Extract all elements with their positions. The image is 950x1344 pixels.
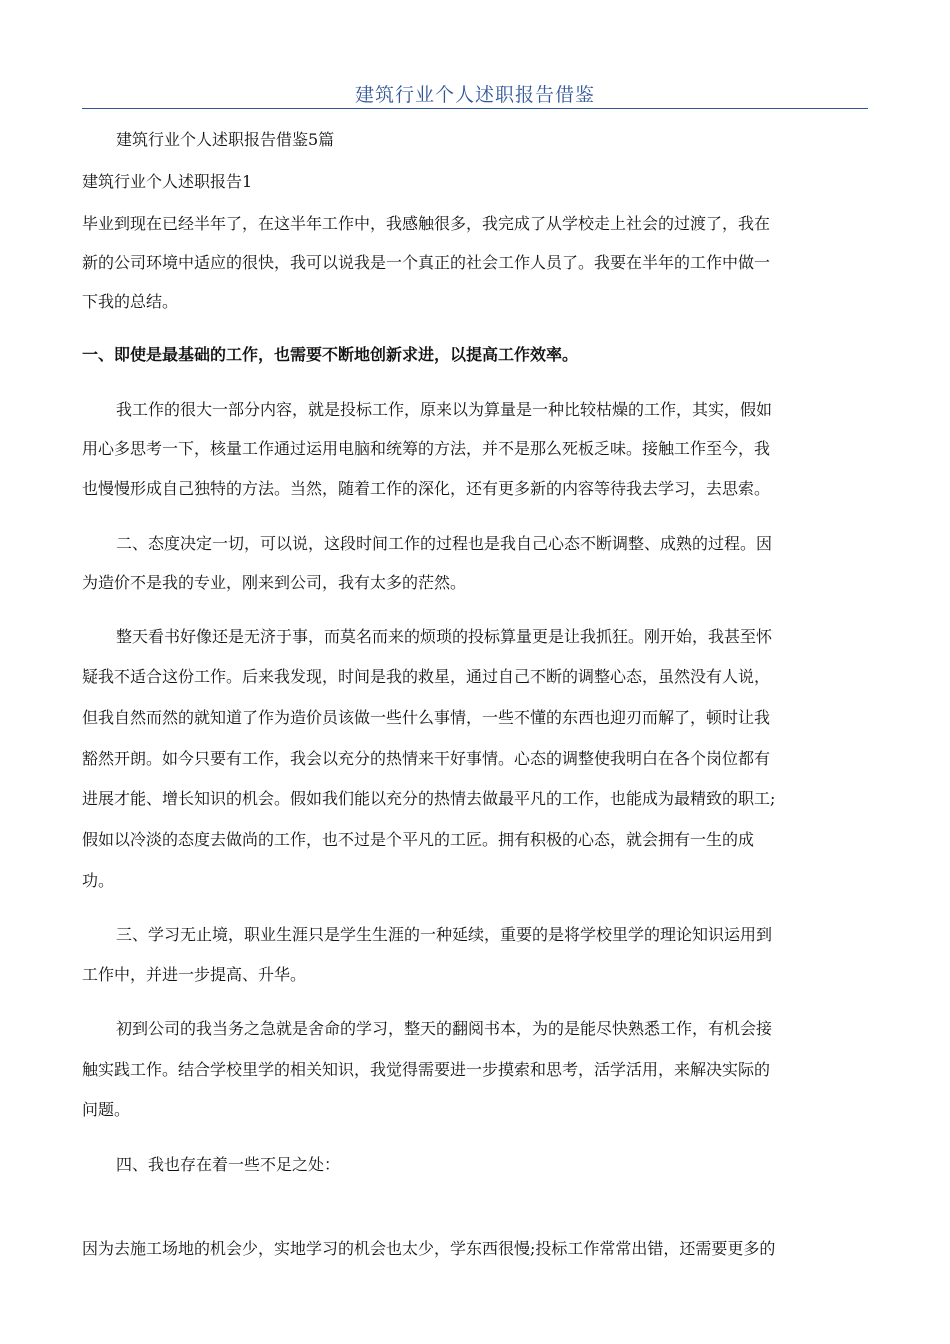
paragraph-line: 为造价不是我的专业，刚来到公司，我有太多的茫然。 [82, 573, 467, 592]
paragraph-line: 初到公司的我当务之急就是舍命的学习，整天的翻阅书本，为的是能尽快熟悉工作，有机会接 [116, 1019, 773, 1038]
paragraph-line: 工作中，并进一步提高、升华。 [82, 965, 307, 984]
paragraph-line: 因为去施工场地的机会少，实地学习的机会也太少，学东西很慢;投标工作常常出错，还需要更多的 [82, 1239, 776, 1258]
paragraph-line: 疑我不适合这份工作。后来我发现，时间是我的救星，通过自己不断的调整心态，虽然没有人说， [82, 667, 771, 686]
section-heading-1: 一、即使是最基础的工作，也需要不断地创新求进，以提高工作效率。 [82, 345, 579, 364]
paragraph-line: 也慢慢形成自己独特的方法。当然，随着工作的深化，还有更多新的内容等待我去学习，去思索。 [82, 479, 771, 498]
section-heading-4: 四、我也存在着一些不足之处： [116, 1155, 341, 1174]
paragraph-line: 毕业到现在已经半年了，在这半年工作中，我感触很多，我完成了从学校走上社会的过渡了，我在 [82, 214, 771, 233]
paragraph-line: 二、态度决定一切，可以说，这段时间工作的过程也是我自己心态不断调整、成熟的过程。因 [116, 534, 773, 553]
paragraph-line: 下我的总结。 [82, 292, 179, 311]
paragraph-line: 用心多思考一下，核量工作通过运用电脑和统筹的方法，并不是那么死板乏味。接触工作至今，我 [82, 439, 771, 458]
paragraph-line: 三、学习无止境，职业生涯只是学生生涯的一种延续，重要的是将学校里学的理论知识运用到 [116, 925, 773, 944]
paragraph-line: 功。 [82, 871, 115, 890]
paragraph-line: 问题。 [82, 1100, 131, 1119]
paragraph-line: 豁然开朗。如今只要有工作，我会以充分的热情来干好事情。心态的调整使我明白在各个岗位都有 [82, 749, 771, 768]
header-rule [82, 108, 868, 109]
paragraph-line: 整天看书好像还是无济于事，而莫名而来的烦琐的投标算量更是让我抓狂。刚开始，我甚至怀 [116, 627, 773, 646]
document-subtitle: 建筑行业个人述职报告借鉴5篇 [116, 130, 335, 149]
paragraph-line: 我工作的很大一部分内容，就是投标工作，原来以为算量是一种比较枯燥的工作，其实，假如 [116, 400, 773, 419]
paragraph-line: 假如以冷淡的态度去做尚的工作，也不过是个平凡的工匠。拥有积极的心态，就会拥有一生的成 [82, 830, 755, 849]
paragraph-line: 进展才能、增长知识的机会。假如我们能以充分的热情去做最平凡的工作，也能成为最精致的职工; [82, 789, 776, 808]
paragraph-line: 新的公司环境中适应的很快，我可以说我是一个真正的社会工作人员了。我要在半年的工作中做一 [82, 253, 771, 272]
header-title: 建筑行业个人述职报告借鉴 [354, 84, 595, 106]
paragraph-line: 触实践工作。结合学校里学的相关知识，我觉得需要进一步摸索和思考，活学活用，来解决实际的 [82, 1060, 771, 1079]
section-title: 建筑行业个人述职报告1 [82, 172, 253, 191]
paragraph-line: 但我自然而然的就知道了作为造价员该做一些什么事情，一些不懂的东西也迎刃而解了，顿时让我 [82, 708, 771, 727]
